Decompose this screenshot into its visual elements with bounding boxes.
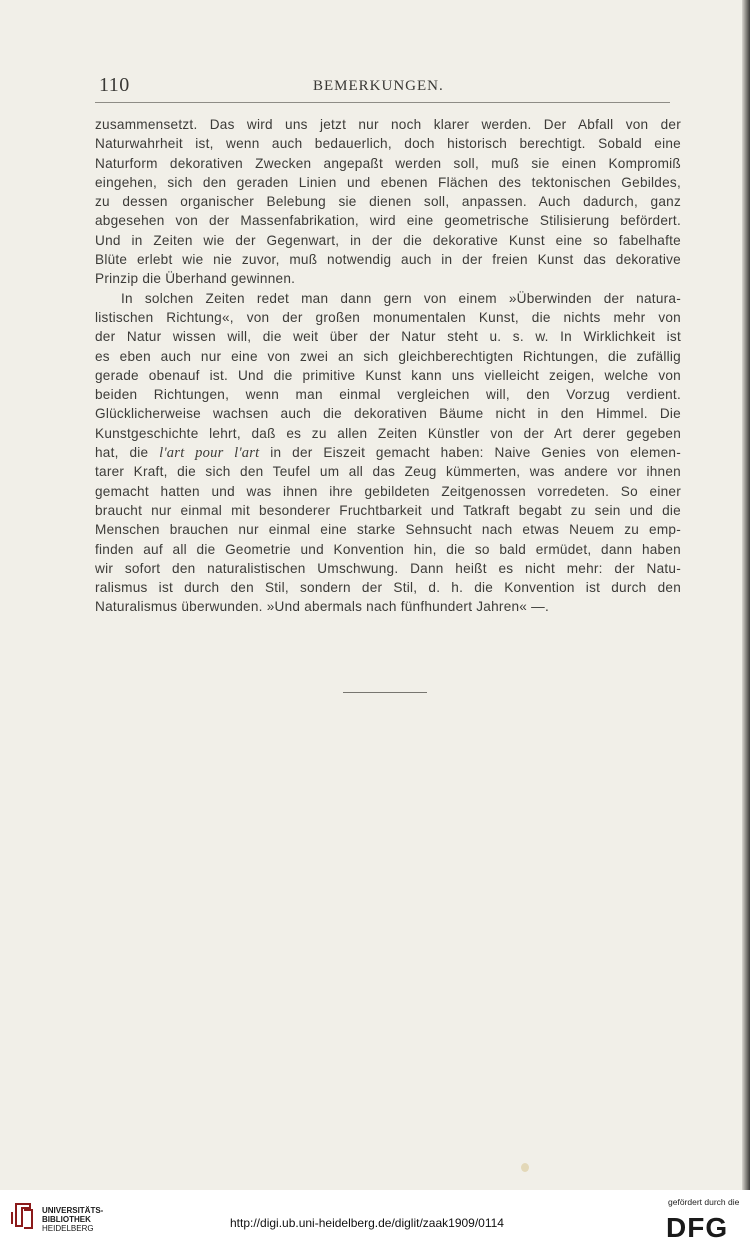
text-line-with-italic [95, 443, 681, 462]
text-line: Naturwahrheit ist, wenn auch bedauerlich, doch historisch berechtigt. Sobald eine [95, 136, 681, 152]
text-line: listischen Richtung«, von der großen monumentalen Kunst, die nichts mehr von [95, 309, 681, 325]
library-name-line: UNIVERSITÄTS- [42, 1206, 104, 1215]
text-line: In solchen Zeiten redet man dann gern von einem »Überwinden der natura- [121, 290, 681, 306]
text-line: der Natur wissen will, die weit über der Natur steht u. s. w. In Wirklichkeit ist [95, 329, 681, 345]
text-line: Glücklicherweise wachsen auch die dekorativen Bäume nicht in den Himmel. Die [95, 406, 681, 422]
italic-phrase: l'art pour l'art [159, 445, 260, 462]
paper-stain [521, 1163, 529, 1172]
text-line: eingehen, sich den geraden Linien und ebenen Flächen des tektonischen Gebildes, [95, 174, 681, 190]
dfg-logo-text: DFG [666, 1212, 729, 1240]
page-edge-shadow [742, 0, 750, 1190]
text-line: abgesehen von der Massenfabrikation, wird eine geometrische Stilisierung befördert. [95, 213, 681, 229]
dfg-caption: gefördert durch die [668, 1197, 740, 1207]
permalink-url[interactable]: http://digi.ub.uni-heidelberg.de/diglit/zaak1909/0114 [230, 1216, 504, 1230]
text-line: Menschen brauchen nur einmal eine starke Sehnsucht nach etwas Neuem zu emp- [95, 522, 681, 538]
body-text [95, 115, 681, 617]
page-header [95, 74, 670, 103]
running-title: BEMERKUNGEN. [313, 78, 444, 94]
text-line: gerade obenauf ist. Und die primitive Kunst kann uns vielleicht zeigen, welche von [95, 367, 681, 383]
text-line: gemacht hatten und was ihnen ihre gebildeten Zeitgenossen vorredeten. So einer [95, 483, 681, 499]
text-line: braucht nur einmal mit besonderer Fruchtbarkeit und Tatkraft begabt zu sein und die [95, 502, 681, 518]
text-line: Und in Zeiten wie der Gegenwart, in der die dekorative Kunst eine so fabelhafte [95, 232, 681, 248]
text-line: zu dessen organischer Belebung sie dienen soll, anpassen. Auch dadurch, ganz [95, 194, 681, 210]
text-line: Naturform dekorativen Zwecken angepaßt werden soll, muß sie einen Kompromiß [95, 155, 681, 171]
library-name [42, 1206, 103, 1233]
text-line: beiden Richtungen, wenn man einmal vergleichen will, den Vorzug verdient. [95, 387, 681, 403]
text-line: zusammensetzt. Das wird uns jetzt nur noch klarer werden. Der Abfall von der [95, 117, 681, 132]
dfg-logo-icon[interactable] [666, 1212, 740, 1240]
page-number: 110 [99, 74, 130, 96]
text-line: Naturalismus überwunden. »Und abermals nach fünfhundert Jahren« —. [95, 599, 550, 615]
digitization-footer [0, 1190, 750, 1247]
text-line: finden auf all die Geometrie und Konvention hin, die so bald ermüdet, dann haben [95, 541, 681, 557]
library-seal-icon[interactable] [10, 1200, 36, 1230]
text-line: ralismus ist durch den Stil, sondern der Stil, d. h. die Konvention ist durch den [95, 580, 681, 596]
text-line: tarer Kraft, die sich den Teufel um all das Zeug kümmerten, was andere vor ihnen [95, 464, 681, 480]
text-line: Kunstgeschichte lehrt, daß es zu allen Zeiten Künstler von der Art derer gegeben [95, 425, 681, 441]
text-line: wir sofort den naturalistischen Umschwung. Dann heißt es nicht mehr: der Natu- [95, 560, 681, 576]
text-line: Prinzip die Überhand gewinnen. [95, 271, 296, 287]
text-fragment: hat, die [95, 445, 160, 461]
section-divider [343, 692, 427, 693]
library-name-line: HEIDELBERG [42, 1224, 94, 1233]
text-fragment: in der Eiszeit gemacht haben: Naive Genies von elemen- [259, 445, 682, 461]
text-line: es eben auch nur eine von zwei an sich gleichberechtigten Richtungen, die zufällig [95, 348, 681, 364]
library-name-line: BIBLIOTHEK [42, 1215, 91, 1224]
text-line: Blüte erlebt wie nie zuvor, muß notwendig auch in der freien Kunst das dekorative [95, 252, 681, 268]
